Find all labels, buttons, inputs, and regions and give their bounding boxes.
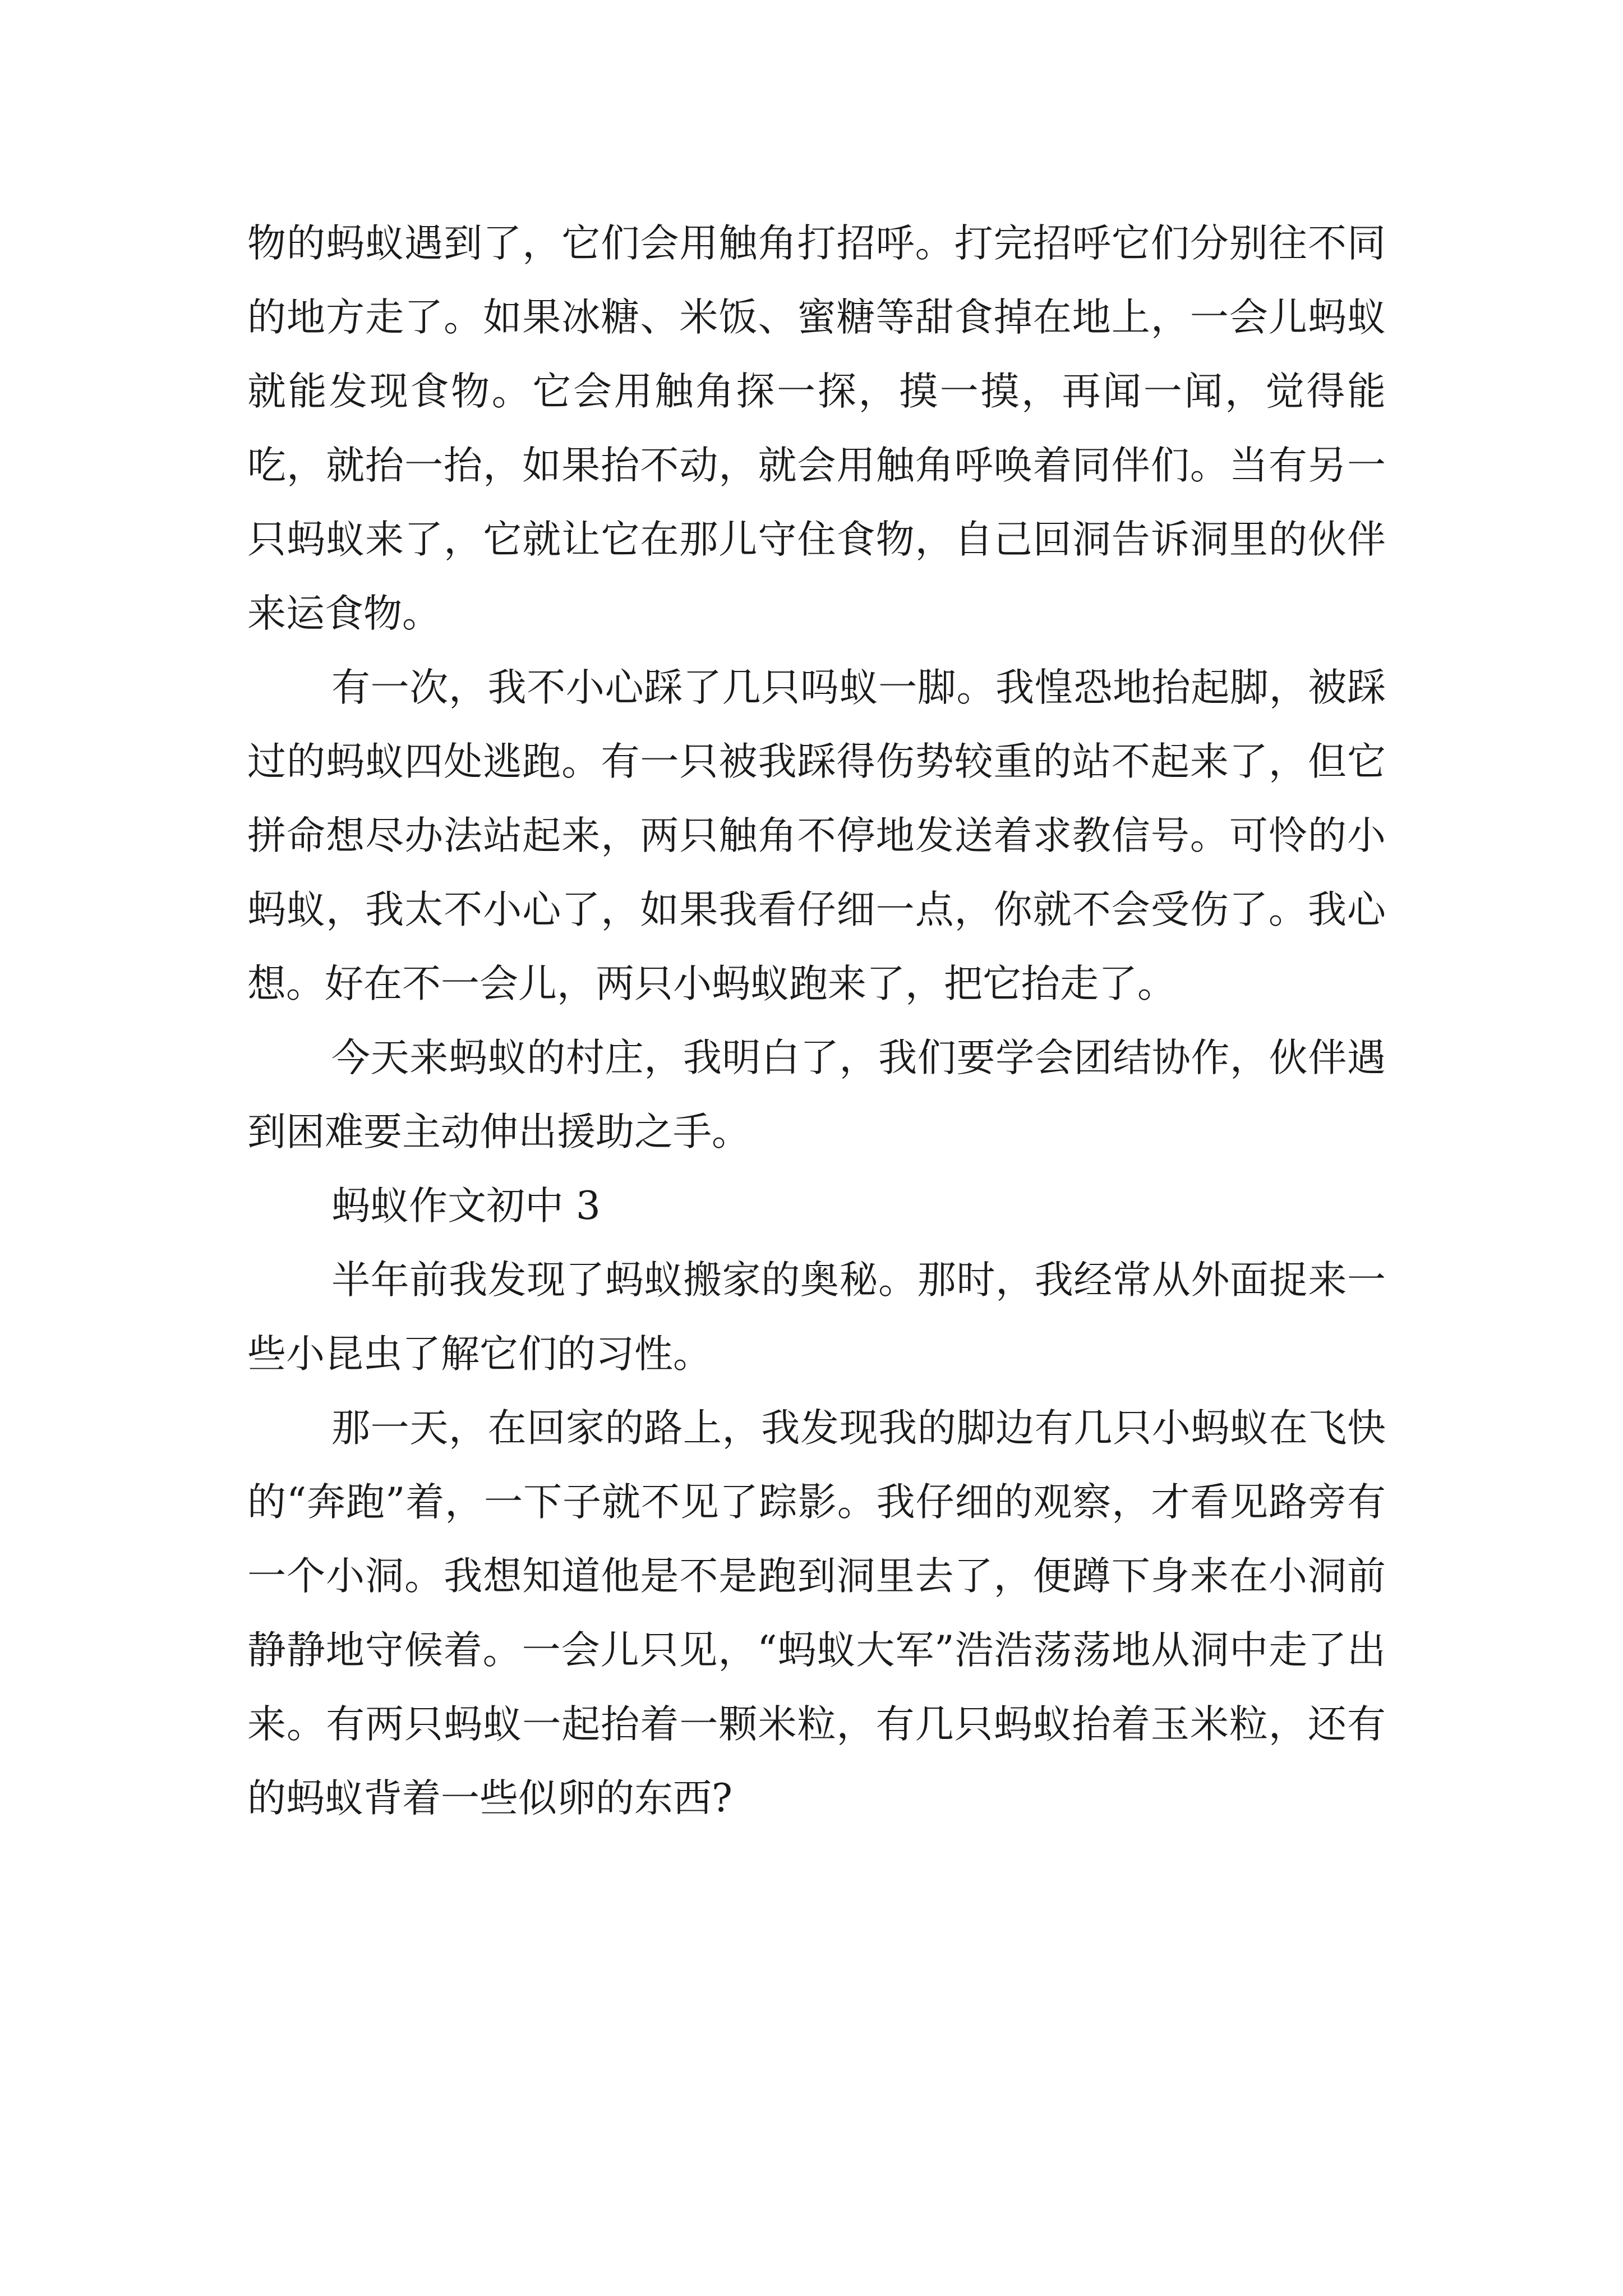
section-heading: 蚂蚁作文初中 3 (331, 1184, 601, 1228)
paragraph-3: 今天来蚂蚁的村庄，我明白了，我们要学会团结协作，伙伴遇到困难要主动伸出援助之手。 (247, 1036, 1386, 1154)
paragraph-5: 那一天，在回家的路上，我发现我的脚边有几只小蚂蚁在飞快的“奔跑”着，一下子就不见了踪影。我仔细的观察，才看见路旁有一个小洞。我想知道他是不是跑到洞里去了，便蹲下身来在小洞前静静地守候着。一会儿只见，“蚂蚁大军”浩浩荡荡地从洞中走了出来。有两只蚂蚁一起抬着一颗米粒，有几只蚂蚁抬着玉米粒，还有的蚂蚁背着一些似卵的东西? (247, 1406, 1386, 1821)
document-body (247, 206, 1386, 1835)
paragraph-4: 半年前我发现了蚂蚁搬家的奥秘。那时，我经常从外面捉来一些小昆虫了解它们的习性。 (247, 1258, 1386, 1377)
paragraph-2: 有一次，我不小心踩了几只吗蚁一脚。我惶恐地抬起脚，被踩过的蚂蚁四处逃跑。有一只被我踩得伤势较重的站不起来了，但它拼命想尽办法站起来，两只触角不停地发送着求教信号。可怜的小蚂蚁，我太不小心了，如果我看仔细一点，你就不会受伤了。我心想。好在不一会儿，两只小蚂蚁跑来了，把它抬走了。 (247, 665, 1386, 1006)
paragraph-1: 物的蚂蚁遇到了，它们会用触角打招呼。打完招呼它们分别往不同的地方走了。如果冰糖、米饭、蜜糖等甜食掉在地上，一会儿蚂蚁就能发现食物。它会用触角探一探，摸一摸，再闻一闻，觉得能吃，就抬一抬，如果抬不动，就会用触角呼唤着同伴们。当有另一只蚂蚁来了，它就让它在那儿守住食物，自己回洞告诉洞里的伙伴来运食物。 (247, 221, 1386, 636)
